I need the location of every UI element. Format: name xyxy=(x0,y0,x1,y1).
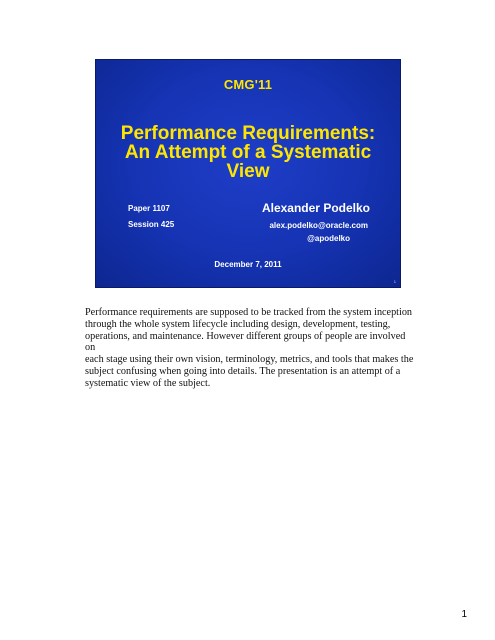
slide-number: 1 xyxy=(393,279,396,284)
slide-title-line-1: Performance Requirements: xyxy=(120,123,376,144)
page-number: 1 xyxy=(461,609,467,620)
conference-name: CMG'11 xyxy=(223,77,273,92)
notes-line: systematic view of the subject. xyxy=(85,377,211,389)
notes-line: through the whole system lifecycle including design, development, testing, xyxy=(85,318,391,330)
notes-line: each stage using their own vision, terminology, metrics, and tools that makes the xyxy=(85,354,414,366)
slide-title-line-2: An Attempt of a Systematic xyxy=(124,142,372,163)
notes-line: subject confusing when going into details. The presentation is an attempt of a xyxy=(85,365,401,377)
session-number: Session 425 xyxy=(128,220,175,229)
notes-line: Performance requirements are supposed to be tracked from the system inception xyxy=(85,307,413,318)
presentation-date: December 7, 2011 xyxy=(214,260,282,269)
paper-number: Paper 1107 xyxy=(128,204,170,213)
slide-title-line-3: View xyxy=(226,161,270,182)
slide-thumbnail xyxy=(95,59,401,288)
author-handle: @apodelko xyxy=(307,234,350,243)
author-email: alex.podelko@oracle.com xyxy=(269,221,368,230)
slide-title xyxy=(104,124,392,181)
notes-line: operations, and maintenance. However different groups of people are involved on xyxy=(85,330,406,354)
speaker-notes xyxy=(85,307,415,390)
author-name: Alexander Podelko xyxy=(261,201,370,215)
